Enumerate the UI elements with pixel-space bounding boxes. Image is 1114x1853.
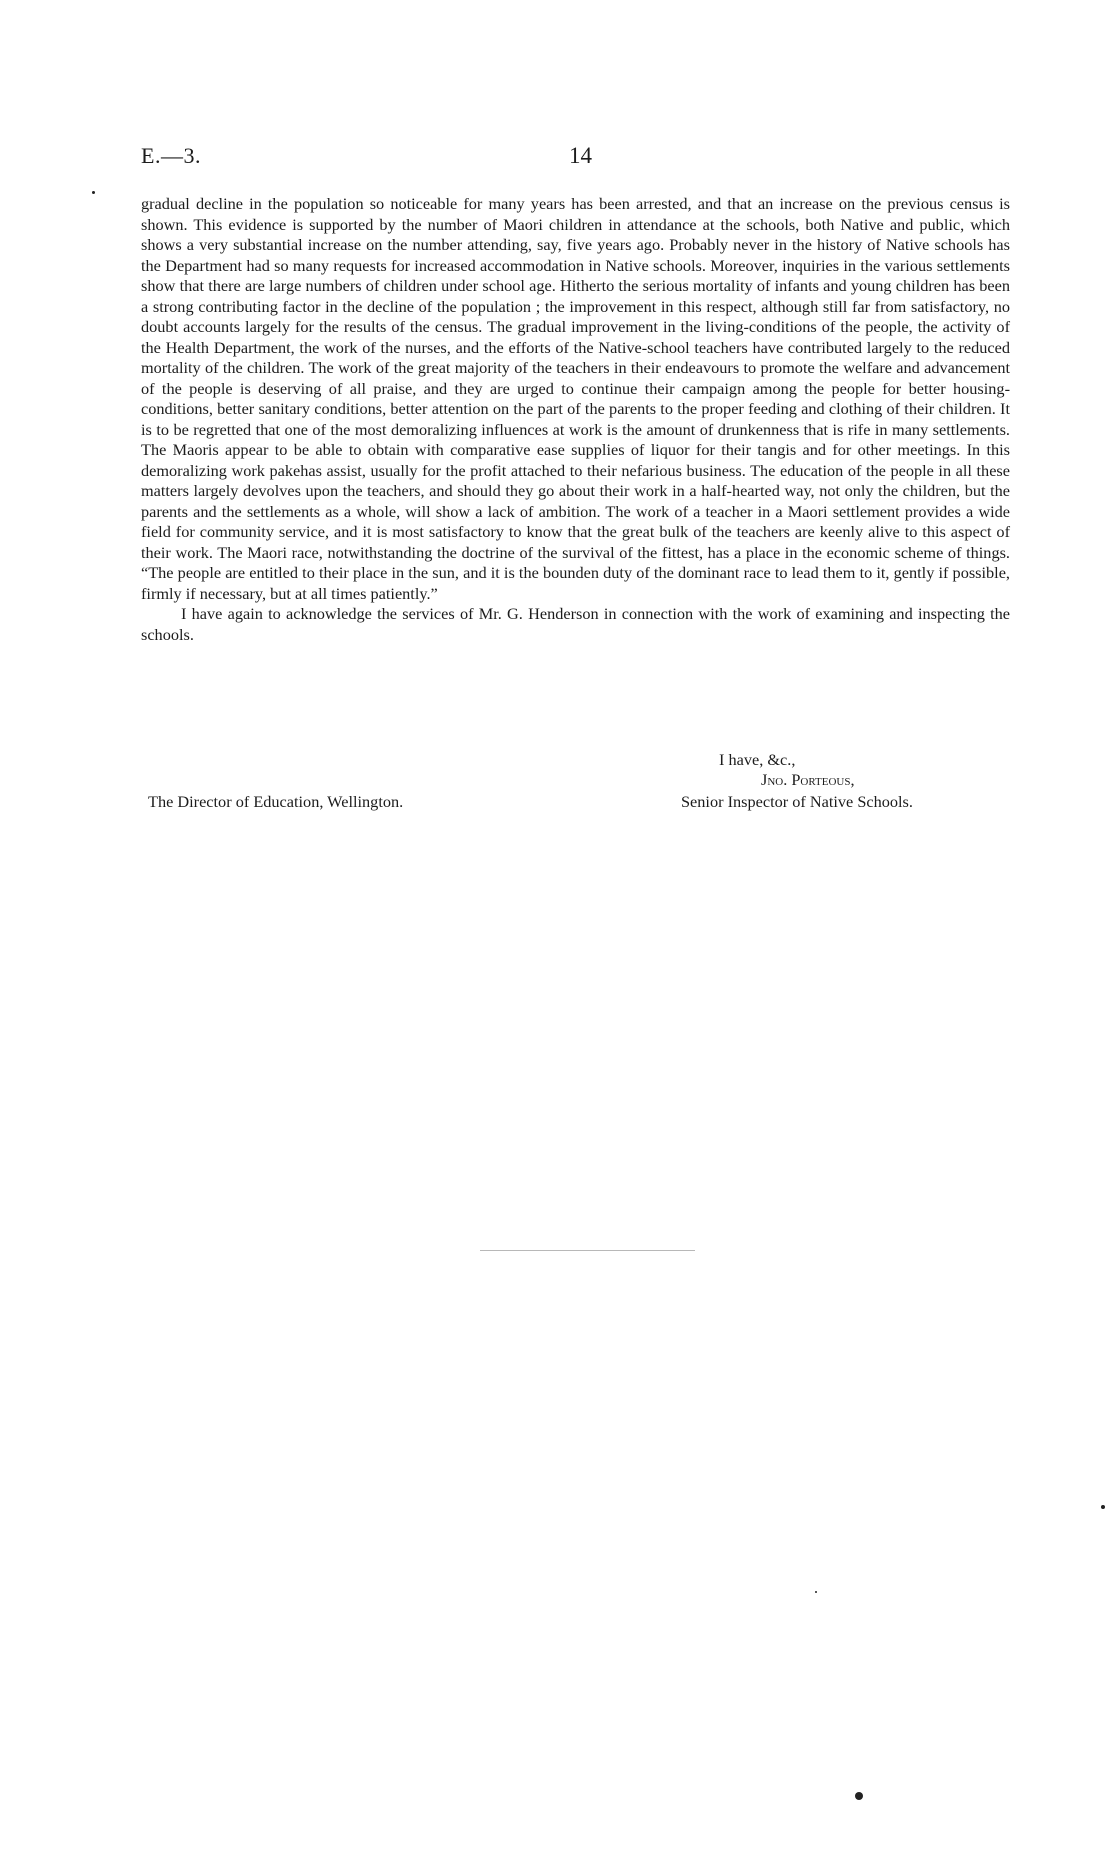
body-paragraph-2: I have again to acknowledge the services of Mr. G. Henderson in connection with the work of examining and inspecting the schools. [141,604,1010,644]
page-number: 14 [569,143,592,168]
body-paragraph-1: gradual decline in the population so noticeable for many years has been arrested, and that an increase on the previous census is shown. This evidence is supported by the number of Maori children in attendance at the schools, both Native and public, which shows a very substantial increase on the number attending, say, five years ago. Probably never in the history of Native schools has the Department had so many requests for increased accommodation in Native schools. Moreover, inquiries in the various settlements show that there are large numbers of children under school age. Hitherto the serious mortality of infants and young children has been a strong contributing factor in the decline of the population ; the improvement in this respect, although still far from satisfactory, no doubt accounts largely for the results of the census. The gradual improvement in the living-conditions of the people, the activity of the Health Department, the work of the nurses, and the efforts of the Native-school teachers have contributed largely to the reduced mortality of the children. The work of the great majority of the teachers in their endeavours to promote the welfare and advancement of the people is deserving of all praise, and they are urged to continue their campaign among the people for better housing-conditions, better sanitary conditions, better attention on the part of the parents to the proper feeding and clothing of their children. It is to be regretted that one of the most demoralizing influences at work is the amount of drunkenness that is rife in many settlements. The Maoris appear to be able to obtain with comparative ease supplies of liquor for their tangis and for other meetings. In this demoralizing work pakehas assist, usually for the profit attached to their nefarious business. The education of the people in all these matters largely devolves upon the teachers, and should they go about their work in a half-hearted way, not only the children, but the parents and the settlements as a whole, will show a lack of ambition. The work of a teacher in a Maori settlement provides a wide field for community service, and it is most satisfactory to know that the great bulk of the teachers are keenly alive to this aspect of their work. The Maori race, notwithstanding the doctrine of the survival of the fittest, has a place in the economic scheme of things. “The people are entitled to their place in the sun, and it is the bounden duty of the dominant race to lead them to it, gently if possible, firmly if necessary, but at all times patiently.” [141,194,1010,603]
page-header [141,143,1002,179]
scan-speck [815,1591,817,1593]
scan-mark [480,1250,695,1251]
scan-speck [92,191,95,194]
document-reference: E.—3. [141,143,201,168]
scan-speck [855,1792,863,1800]
signatory-title: Senior Inspector of Native Schools. [681,792,913,811]
scan-speck [1101,1505,1105,1509]
signatory-name: Jno. Porteous, [761,770,855,789]
salutation: I have, &c., [719,750,796,769]
letter-closing [141,750,1010,820]
report-body [141,194,1010,645]
addressee: The Director of Education, Wellington. [148,792,404,811]
